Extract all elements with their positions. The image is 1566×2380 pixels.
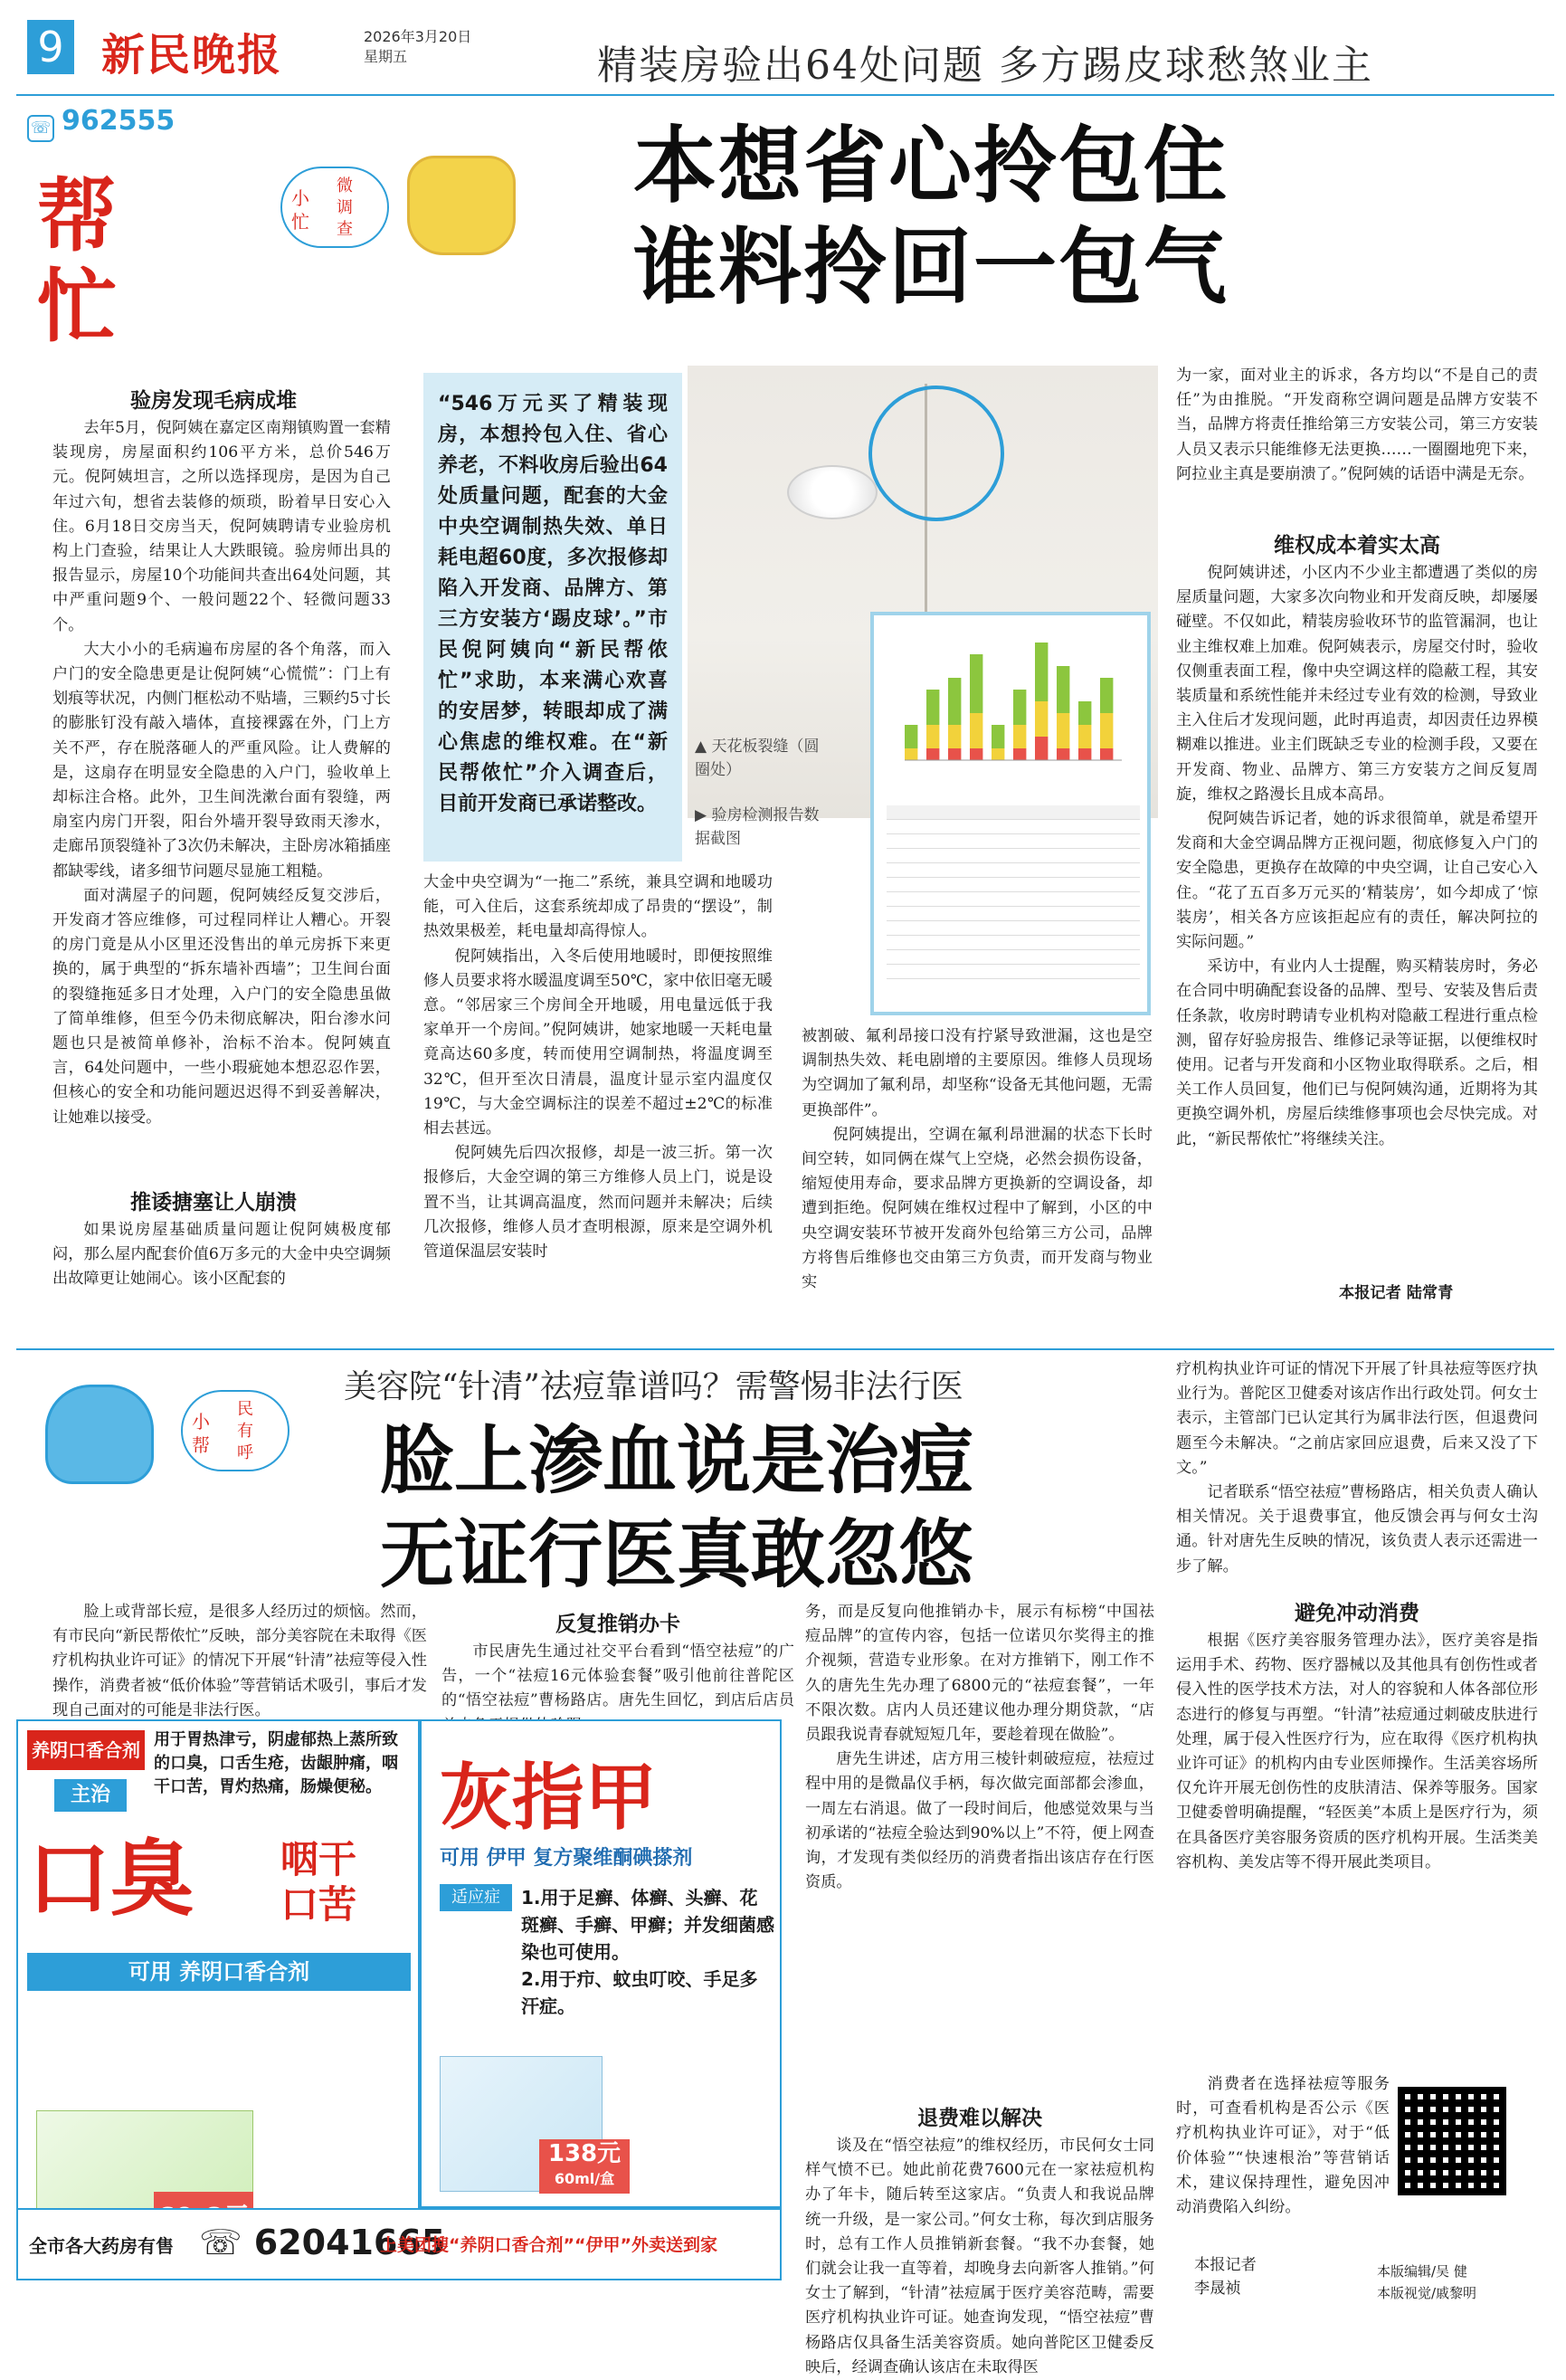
ad1-main: 主治 xyxy=(54,1779,127,1812)
chart-bar-严重 xyxy=(1013,748,1026,760)
paragraph: 市民唐先生通过社交平台看到“悟空祛痘”的广告，一个“祛痘16元体验套餐”吸引他前往普陀区的“悟空祛痘”曹杨路店。唐先生回忆，到店后店员 xyxy=(441,1642,794,1710)
ad1-slogan: 用于胃热津亏，阴虚郁热上蒸所致的口臭，口舌生疮，齿龈肿痛，咽干口苦，胃灼热痛，肠燥便秘。 xyxy=(154,1730,398,1796)
paragraph: 倪阿姨先后四次报修，却是一波三折。第一次报修后，大金空调的第三方维修人员上门，说是设置不当，让其调高温度，然而问题并未解决；后续几次报修，维修人员才查明根源，原来是空调外机管道保温层安装时 xyxy=(423,1144,773,1261)
story2-subhead-3: 避免冲动消费 xyxy=(1295,1602,1419,1625)
story2-topic: 美容院“针清”祛痘靠谱吗？需警惕非法行医 xyxy=(344,1368,963,1405)
weekday-text: 星期五 xyxy=(364,48,408,65)
ad-bar-right: 上美团搜“养阴口香合剂”“伊甲”外卖送到家 xyxy=(380,2235,717,2255)
story2-col4c xyxy=(1176,2072,1390,2253)
story2-headline xyxy=(380,1414,973,1602)
badge-left: 小忙 xyxy=(291,187,309,233)
story2-col4 xyxy=(1176,1357,1538,1593)
paragraph: 大金中央空调为“一拖二”系统，兼具空调和地暖功能，可入住后，这套系统却成了昂贵的“摆设”，制热效果极差，耗电量却高得惊人。 xyxy=(423,873,773,941)
story2-subhead-1: 反复推销办卡 xyxy=(555,1613,680,1636)
mascot-icon xyxy=(407,156,516,255)
phone-icon: ☏ xyxy=(199,2223,254,2262)
chart-bar-严重 xyxy=(970,748,982,760)
chart-bar-一般 xyxy=(970,713,982,748)
section-title: 帮忙 xyxy=(36,168,117,353)
qr-code[interactable] xyxy=(1398,2087,1506,2195)
story1-subhead-3: 维权成本着实太高 xyxy=(1274,534,1440,557)
ad2-price: 138元 xyxy=(547,2140,622,2167)
chart-bar-严重 xyxy=(1078,748,1091,760)
chart-bar-严重 xyxy=(948,748,961,760)
ad1-brand: 养阴口香合剂 xyxy=(27,1730,145,1770)
chart-bar-一般 xyxy=(948,725,961,748)
column-badge-2 xyxy=(45,1379,317,1488)
paragraph: 记者联系“悟空祛痘”曹杨路店，相关负责人确认相关情况。关于退费事宜，他反馈会再与何女士沟通。针对唐先生反映的情况，该负责人表示还需进一步了解。 xyxy=(1176,1483,1538,1576)
chart-bar-轻微 xyxy=(992,725,1004,748)
paragraph: 为一家，面对业主的诉求，各方均以“不是自己的责任”为由推脱。“开发商称空调问题是品牌方安装不当，品牌方将责任推给第三方安装公司，第三方安装人员又表示只能维修无法更换……一圈圈地兜下来，阿拉业主真是要崩溃了。”倪阿姨的话语中满是无奈。 xyxy=(1176,367,1538,483)
chart-bar-一般 xyxy=(926,725,939,748)
story1-col3 xyxy=(802,1024,1153,1307)
chart-bar-轻微 xyxy=(948,678,961,725)
caption-photo: ▲ 天花板裂缝（圆圈处） xyxy=(695,738,820,779)
story2-col2 xyxy=(441,1640,794,1712)
badge-right: 微调查 xyxy=(337,176,353,239)
chart-bar-轻微 xyxy=(1078,701,1091,725)
chart-bar-严重 xyxy=(1035,737,1048,760)
paragraph: 根据《医疗美容服务管理办法》，医疗美容是指运用手术、药物、医疗器械以及其他具有创伤性或者侵入性的医学技术方法，对人的容貌和人体各部位形态进行的修复与再塑。“针清”祛痘通过刺破皮肤进行处理，属于侵入性医疗行为，应在取得《医疗机构执业许可证》的机构内由专业医师操作。生活美容场所仅允许开展无创伤性的皮肤清洁、保养等服务。国家卫健委曾明确提醒，“轻医美”本质上是医疗行为，须在具备医疗美容服务资质的医疗机构开展。生活类美容机构、美发店等不得开展此类项目。 xyxy=(1176,1632,1538,1871)
story1-col4 xyxy=(1176,364,1538,516)
chart-bar-轻微 xyxy=(1100,678,1113,713)
story1-subhead-1: 验房发现毛病成堆 xyxy=(130,389,297,413)
chart-bar-严重 xyxy=(1057,748,1069,760)
chart-bar-一般 xyxy=(992,748,1004,760)
chart-bar-轻微 xyxy=(1013,690,1026,725)
paragraph: 如果说房屋基础质量问题让倪阿姨极度郁闷，那么屋内配套价值6万多元的大金中央空调频出故障更让她闹心。该小区配套的 xyxy=(52,1221,391,1289)
story2-lead xyxy=(52,1600,427,1719)
ad1-big: 口臭 xyxy=(27,1831,195,1928)
badge-label xyxy=(181,1390,289,1471)
ad2-item2: 2.用于疖、蚊虫叮咬、手足多汗症。 xyxy=(521,1968,758,2017)
chart-bar-一般 xyxy=(1078,725,1091,748)
story2-subhead-2: 退费难以解决 xyxy=(917,2107,1042,2130)
chart-bar-轻微 xyxy=(970,654,982,713)
ad-bar-phone-number: 62041665 xyxy=(253,2223,446,2262)
ad1-side1: 咽干 xyxy=(280,1837,357,1881)
headline-line2: 无证行医真敢忽悠 xyxy=(380,1511,974,1598)
badge-label xyxy=(280,167,389,248)
ad-yijia xyxy=(420,1719,782,2208)
section-divider xyxy=(16,1348,1554,1350)
story2-byline: 本报记者 李晟祯 xyxy=(1194,2256,1257,2298)
date-text: 2026年3月20日 xyxy=(364,28,472,45)
paragraph: 消费者在选择祛痘等服务时，可查看机构是否公示《医疗机构执业许可证》，对于“低价体验”“快速根治”等营销话术，建议保持理性，避免因冲动消费陷入纠纷。 xyxy=(1176,2075,1390,2217)
chart-bar-一般 xyxy=(905,748,917,760)
ad2-item1: 1.用于足癣、体癣、头癣、花斑癣、手癣、甲癣；并发细菌感染也可使用。 xyxy=(521,1887,774,1963)
ad1-side2: 口苦 xyxy=(280,1882,357,1927)
ad-yangyin xyxy=(16,1719,420,2280)
ad2-price-box xyxy=(539,2139,630,2194)
paragraph: 倪阿姨提出，空调在氟利昂泄漏的状态下长时间空转，如同俩在煤气上空烧，必然会损伤设备，缩短使用寿命，要求品牌方更换新的空调设备，却遭到拒绝。倪阿姨在维权过程中了解到，小区的中央空调安装环节被开发商外包给第三方公司，品牌方将售后维修也交由第三方负责，而开发商与物业实 xyxy=(802,1125,1153,1292)
story1-lead-box: “546万元买了精装现房，本想拎包入住、省心养老，不料收房后验出64处质量问题，配套的大金中央空调制热失效、单日耗电超60度，多次报修却陷入开发商、品牌方、第三方安装方‘踢皮球’。”市民倪阿姨向“新民帮侬忙”求助，本来满心欢喜的安居梦，转眼却成了满心焦虑的维权难。在“新民帮侬忙”介入调查后，目前开发商已承诺整改。 xyxy=(423,373,682,862)
paragraph: 谈及在“悟空祛痘”的维权经历，市民何女士同样气愤不已。她此前花费7600元在一家祛痘机构办了年卡，随后转至这家店。“负责人和我说品牌统一升级，是一家公司。”何女士称，每次到店服务时，总有工作人员推销新套餐。“我不办套餐，她们就会让我一直等着，却晚身去向新客人推销。”何女士了解到，“针清”祛痘属于医疗美容范畴，需要医疗机构执业许可证。她查询发现，“悟空祛痘”曹杨路店仅具备生活美容资质。她向普陀区卫健委反映后，经调查确认该店在未取得医 xyxy=(805,2137,1154,2376)
visual-name: 本版视觉/戚黎明 xyxy=(1377,2285,1477,2301)
page-number: 9 xyxy=(27,20,74,74)
chart-bar-严重 xyxy=(1100,748,1113,760)
hotline-number: 962555 xyxy=(62,105,176,137)
paragraph: 面对满屋子的问题，倪阿姨经反复交涉后，开发商才答应维修，可过程同样让人糟心。开裂的房门竟是从小区里还没售出的单元房拆下来更换的，属于典型的“拆东墙补西墙”；卫生间台面的裂缝拖延多日才处理，入户门的安全隐患虽做了简单维修，但至今仍未彻底解决，阳台渗水问题也只是被简单修补，治标不治本。倪阿姨直言，64处问题中，一些小瑕疵她本想忍忍作罢，但核心的安全和功能问题迟迟得不到妥善解决，让她难以接受。 xyxy=(52,886,391,1127)
ad-bar-left: 全市各大药房有售 xyxy=(29,2235,174,2257)
story2-col4b xyxy=(1176,1629,1538,2081)
phone-icon: ☏ xyxy=(27,115,54,142)
story1-col2 xyxy=(423,871,773,1305)
photo-caption xyxy=(695,735,830,851)
ad2-label: 适应症 xyxy=(440,1884,512,1911)
paragraph: 疗机构执业许可证的情况下开展了针具祛痘等医疗执业行为。普陀区卫健委对该店作出行政处罚。何女士表示，主管部门已认定其行为属非法行医，但退费问题至今未解决。“之前店家回应退费，后来又没了下文。” xyxy=(1176,1360,1538,1477)
story1-headline xyxy=(633,116,1229,319)
ad2-unit: 60ml/盒 xyxy=(554,2170,615,2187)
inspection-report-screenshot xyxy=(870,612,1151,1015)
crack-circle-marker xyxy=(868,386,1004,521)
chart-bar-严重 xyxy=(926,748,939,760)
story2-col3 xyxy=(805,1600,1154,2107)
story2-col3b xyxy=(805,2134,1154,2376)
chart-bar-轻微 xyxy=(926,690,939,725)
column-badge xyxy=(271,156,543,255)
caption-report: ▶ 验房检测报告数据截图 xyxy=(695,806,820,848)
chart-bar-轻微 xyxy=(1035,643,1048,701)
chart-bar-轻微 xyxy=(1057,666,1069,713)
ceiling-light xyxy=(787,465,878,519)
headline-line1: 本想省心拎包住 xyxy=(633,118,1229,214)
paragraph: 务，而是反复向他推销办卡，展示有标榜“中国祛痘品牌”的宣传内容，包括一位诺贝尔奖得主的推介视频，营造专业形象。在对方推销下，刚工作不久的唐先生先办理了6800元的“祛痘套餐”，一年不限次数。店内人员还建议他办理分期贷款，“店员跟我说青春就短短几年，要趁着现在做脸”。 xyxy=(805,1603,1154,1745)
ad2-items xyxy=(521,1884,774,2020)
story1-col1b xyxy=(52,1218,391,1309)
report-chart xyxy=(887,624,1140,778)
ad1-side xyxy=(280,1837,356,1928)
paragraph: 倪阿姨指出，入冬后使用地暖时，即便按照维修人员要求将水暖温度调至50℃，家中依旧毫无暖意。“邻居家三个房间全开地暖，用电量远低于我家单开一个房间。”倪阿姨讲，她家地暖一天耗电量竟高达60多度，转而使用空调制热，将温度调至32℃，但开至次日清晨，温度计显示室内温度仅19℃，与大金空调标注的误差不超过±2℃的标准相去甚远。 xyxy=(423,947,773,1138)
editor-credits xyxy=(1377,2261,1476,2304)
paragraph: 倪阿姨告诉记者，她的诉求很简单，就是希望开发商和大金空调品牌方正视问题，彻底修复入户门的安全隐患，更换存在故障的中央空调，让自己安心入住。“花了五百多万元买的‘精装房’，如今却成了‘惊装房’，相关各方应该拒起应有的责任，解决阿拉的实际问题。” xyxy=(1176,810,1538,952)
story1-col4b xyxy=(1176,561,1538,1285)
ad2-use: 可用 伊甲 复方聚维酮碘搽剂 xyxy=(440,1847,693,1870)
chart-bar-一般 xyxy=(1013,725,1026,748)
report-table xyxy=(887,805,1140,1004)
newspaper-logo: 新民晚报 xyxy=(101,30,283,81)
paragraph: 采访中，有业内人士提醒，购买精装房时，务必在合同中明确配套设备的品牌、型号、安装及售后责任条款，收房时聘请专业机构对隐蔽工程进行重点检测，留存好验房报告、维修记录等证据，以便维权时使用。记者与开发商和小区物业取得联系。之后，相关工作人员回复，他们已与倪阿姨沟通，近期将为其更换空调外机，房屋后续维修事项也会尽快完成。对此，“新民帮侬忙”将继续关注。 xyxy=(1176,957,1538,1148)
badge-right: 民有呼 xyxy=(237,1400,253,1462)
header-divider xyxy=(16,94,1554,96)
headline-line1: 脸上渗血说是治痘 xyxy=(380,1417,974,1504)
paragraph: 大大小小的毛病遍布房屋的各个角落，而入户门的安全隐患更是让倪阿姨“心慌慌”：门上有划痕等状况，内侧门框松动不贴墙，三颗约5寸长的膨胀钉没有敲入墙体，直接裸露在外，门上方关不严，存在脱落砸人的严重风险。让人费解的是，这扇存在明显安全隐患的入户门，验收单上却标注合格。此外，卫生间洗漱台面有裂缝，两扇室内房门开裂，阳台外墙开裂导致雨天渗水，走廊吊顶裂缝补了3次仍未解决，主卧房冰箱插座都缺零线，诸多细节问题尽显施工粗糙。 xyxy=(52,640,391,881)
ad2-big: 灰指甲 xyxy=(440,1756,657,1840)
mascot-icon xyxy=(45,1385,154,1484)
story1-byline: 本报记者 陆常青 xyxy=(1339,1284,1454,1302)
hotline xyxy=(27,105,175,142)
badge-left: 小帮 xyxy=(192,1411,210,1456)
story1-subhead-2: 推诿搪塞让人崩溃 xyxy=(130,1191,297,1214)
chart-bar-一般 xyxy=(1057,713,1069,748)
editor-name: 本版编辑/吴 健 xyxy=(1377,2263,1467,2280)
paragraph: 唐先生讲述，店方用三棱针刺破痘痘，祛痘过程中用的是微晶仪手柄，每次做完面部都会渗血，一周左右消退。做了一段时间后，他感觉效果与当初承诺的“祛痘全验达到90%以上”不符，便上网查询，才发现有类似经历的消费者指出该店存在行医资质。 xyxy=(805,1750,1154,1892)
paragraph: 被割破、氟利昂接口没有拧紧导致泄漏，这也是空调制热失效、耗电剧增的主要原因。维修人员现场为空调加了氟利昂，却坚称“设备无其他问题，无需更换部件”。 xyxy=(802,1027,1153,1119)
story1-topic: 精装房验出64处问题 多方踢皮球愁煞业主 xyxy=(597,43,1373,89)
ad1-use: 可用 养阴口香合剂 xyxy=(27,1953,411,1991)
issue-date xyxy=(364,27,471,67)
paragraph: 去年5月，倪阿姨在嘉定区南翔镇购置一套精装现房，房屋面积约106平方米，总价546万元。倪阿姨坦言，之所以选择现房，是因为自己年过六旬，想省去装修的烦琐，盼着早日安心入住。6月18日交房当天，倪阿姨聘请专业验房机构上门查验，结果让人大跌眼镜。验房师出具的报告显示，房屋10个功能间共查出64处问题，其中严重问题9个、一般问题22个、轻微问题33个。 xyxy=(52,419,391,634)
headline-line2: 谁料拎回一包气 xyxy=(633,219,1229,316)
chart-bar-轻微 xyxy=(905,725,917,748)
paragraph: 倪阿姨讲述，小区内不少业主都遭遇了类似的房屋质量问题，大家多次向物业和开发商反映，却屡屡碰壁。不仅如此，精装房验收环节的监管漏洞，也让业主维权难上加难。倪阿姨表示，房屋交付时，验收仅侧重表面工程，像中央空调这样的隐蔽工程，其安装质量和系统性能并未经过专业有效的检测，导致业主入住后才发现问题，此时再追责，却因责任边界模糊难以推进。业主们既缺乏专业的检测手段，又要在开发商、物业、品牌方、第三方安装方之间反复周旋，维权之路漫长且成本高昂。 xyxy=(1176,564,1538,804)
ad-bottom-bar xyxy=(16,2208,782,2280)
chart-bar-一般 xyxy=(1100,713,1113,748)
story1-col1 xyxy=(52,416,391,1202)
chart-bar-一般 xyxy=(1035,701,1048,737)
paragraph: 脸上或背部长痘，是很多人经历过的烦恼。然而，有市民向“新民帮侬忙”反映，部分美容院在未取得《医疗机构执业许可证》的情况下开展“针清”祛痘等侵入性操作，消费者被“低价体验”等营销话术吸引，事后才发现自己面对的可能是非法行医。 xyxy=(52,1603,427,1719)
